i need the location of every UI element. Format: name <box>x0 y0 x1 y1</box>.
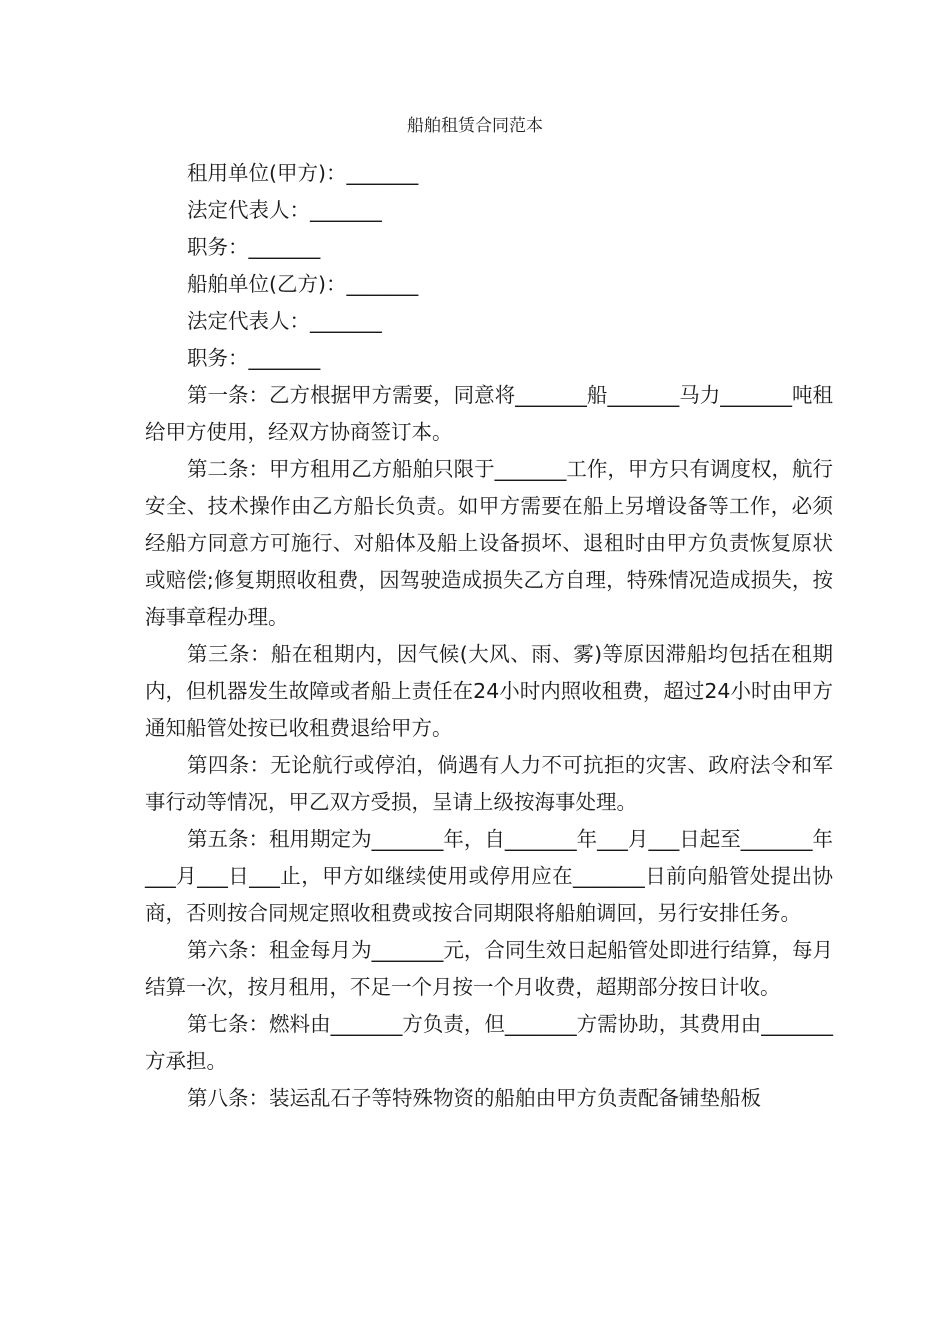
article-3: 第三条：船在租期内，因气候(大风、雨、雾)等原因滞船均包括在租期内，但机器发生故障或者船上责任在24小时内照收租费，超过24小时由甲方通知船管处按已收租费退给甲方。 <box>145 642 833 740</box>
article-6: 第六条：租金每月为_______元，合同生效日起船管处即进行结算，每月结算一次，按月租用，不足一个月按一个月收费，超期部分按日计收。 <box>145 938 833 999</box>
article-5: 第五条：租用期定为_______年，自_______年___月___日起至_______年___月___日___止，甲方如继续使用或停用应在_______日前向船管处提出协商，否则按合同规定照收租费或按合同期限将船舶调回，另行安排任务。 <box>145 827 833 925</box>
document-title: 船舶租赁合同范本 <box>407 116 543 136</box>
article-4: 第四条：无论航行或停泊，倘遇有人力不可抗拒的灾害、政府法令和军事行动等情况，甲乙双方受损，呈请上级按海事处理。 <box>145 753 833 814</box>
article-2: 第二条：甲方租用乙方船舶只限于_______工作，甲方只有调度权，航行安全、技术操作由乙方船长负责。如甲方需要在船上另增设备等工作，必须经船方同意方可施行、对船体及船上设备损坏、退租时由甲方负责恢复原状或赔偿;修复期照收租费，因驾驶造成损失乙方自理，特殊情况造成损失，按海事章程办理。 <box>145 457 833 629</box>
header-field-lessor-position: 职务：_______ <box>187 346 321 370</box>
header-field-lessor-representative: 法定代表人：_______ <box>187 309 382 333</box>
header-field-lessee-unit: 租用单位(甲方)：_______ <box>187 161 419 185</box>
header-field-lessor-unit: 船舶单位(乙方)：_______ <box>187 272 419 296</box>
header-field-lessee-representative: 法定代表人：_______ <box>187 198 382 222</box>
article-8: 第八条：装运乱石子等特殊物资的船舶由甲方负责配备铺垫船板 <box>187 1086 761 1110</box>
article-7: 第七条：燃料由_______方负责，但_______方需协助，其费用由_______方承担。 <box>145 1012 833 1073</box>
header-field-lessee-position: 职务：_______ <box>187 235 321 259</box>
document-body <box>145 155 833 1117</box>
article-1: 第一条：乙方根据甲方需要，同意将_______船_______马力_______吨租给甲方使用，经双方协商签订本。 <box>145 383 833 444</box>
